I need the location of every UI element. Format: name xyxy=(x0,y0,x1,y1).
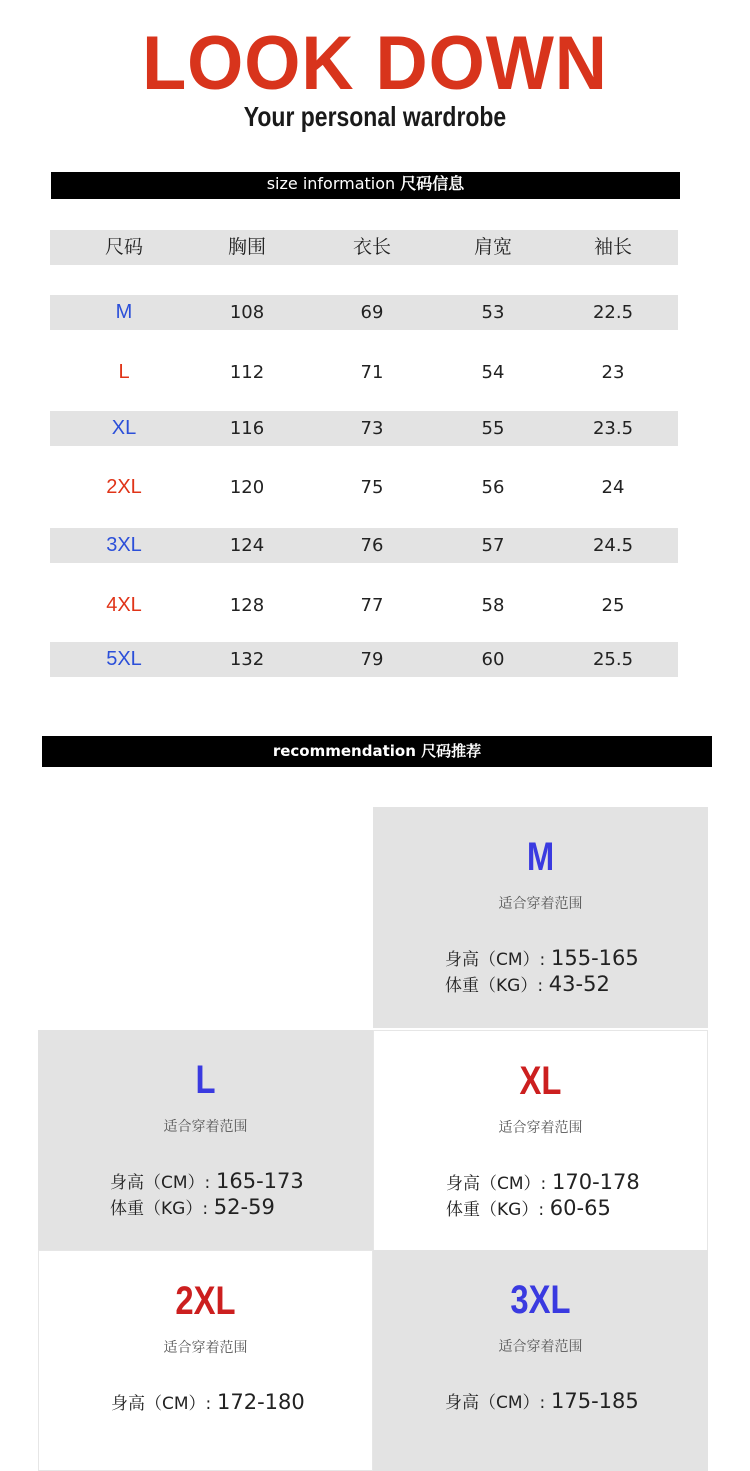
card-subtitle: 适合穿着范围 xyxy=(498,896,583,912)
row-size: 2XL xyxy=(106,476,142,498)
header-chest: 胸围 xyxy=(227,236,266,258)
height-label: 身高（CM）: xyxy=(111,1394,212,1414)
table-row xyxy=(50,411,678,446)
table-row xyxy=(50,295,678,330)
card-weight xyxy=(110,1194,275,1219)
height-value: 165-173 xyxy=(216,1169,304,1193)
row-length: 73 xyxy=(360,418,384,439)
row-size: XL xyxy=(111,417,137,439)
size-info-title-zh: 尺码信息 xyxy=(400,174,465,193)
height-value: 170-178 xyxy=(552,1170,640,1194)
size-info-bar xyxy=(51,172,680,199)
row-chest: 120 xyxy=(229,477,265,498)
row-sleeve: 23.5 xyxy=(592,418,634,439)
row-sleeve: 25 xyxy=(601,595,625,616)
row-sleeve: 22.5 xyxy=(592,302,634,323)
row-sleeve: 23 xyxy=(601,362,625,383)
table-row xyxy=(50,355,678,390)
card-size: 3XL xyxy=(510,1278,571,1322)
weight-label: 体重（KG）: xyxy=(445,976,544,996)
row-length: 79 xyxy=(360,649,384,670)
table-row xyxy=(50,528,678,563)
row-chest: 132 xyxy=(229,649,265,670)
weight-label: 体重（KG）: xyxy=(110,1199,209,1219)
row-shoulder: 60 xyxy=(481,649,505,670)
row-length: 71 xyxy=(360,362,384,383)
row-length: 76 xyxy=(360,535,384,556)
brand-title: LOOK DOWN xyxy=(142,21,608,106)
size-table-header xyxy=(50,230,678,265)
row-length: 69 xyxy=(360,302,384,323)
card-height xyxy=(445,1388,639,1413)
height-value: 175-185 xyxy=(551,1389,639,1413)
recommendation-bar xyxy=(42,736,712,767)
header-sleeve: 袖长 xyxy=(593,236,632,258)
table-row xyxy=(50,588,678,623)
card-size: 2XL xyxy=(175,1279,236,1323)
row-sleeve: 24.5 xyxy=(592,535,634,556)
row-chest: 108 xyxy=(229,302,265,323)
header-shoulder: 肩宽 xyxy=(473,236,512,258)
recommendation-title-zh: 尺码推荐 xyxy=(421,742,482,760)
row-size: 4XL xyxy=(106,594,142,616)
size-card-2xl xyxy=(38,1250,373,1471)
brand-subtitle: Your personal wardrobe xyxy=(243,101,507,132)
row-shoulder: 55 xyxy=(481,418,505,439)
row-chest: 128 xyxy=(229,595,265,616)
size-card-3xl xyxy=(373,1250,708,1471)
card-height xyxy=(110,1168,304,1193)
size-card-l xyxy=(38,1030,373,1251)
height-label: 身高（CM）: xyxy=(110,1173,211,1193)
weight-label: 体重（KG）: xyxy=(446,1200,545,1220)
card-height xyxy=(111,1389,305,1414)
card-height xyxy=(446,1169,640,1194)
weight-value: 43-52 xyxy=(548,972,610,996)
height-label: 身高（CM）: xyxy=(445,950,546,970)
row-shoulder: 56 xyxy=(481,477,505,498)
row-chest: 112 xyxy=(229,362,265,383)
height-value: 172-180 xyxy=(217,1390,305,1414)
row-chest: 124 xyxy=(229,535,265,556)
weight-value: 52-59 xyxy=(213,1195,275,1219)
row-size: 3XL xyxy=(106,534,142,556)
row-size: 5XL xyxy=(106,648,142,670)
row-sleeve: 24 xyxy=(601,477,625,498)
card-height xyxy=(445,945,639,970)
card-weight xyxy=(446,1195,611,1220)
card-subtitle: 适合穿着范围 xyxy=(498,1120,583,1136)
card-subtitle: 适合穿着范围 xyxy=(163,1340,248,1356)
header-length: 衣长 xyxy=(352,236,391,258)
row-chest: 116 xyxy=(229,418,265,439)
card-size: XL xyxy=(519,1059,562,1103)
height-label: 身高（CM）: xyxy=(445,1393,546,1413)
size-info-title-en: size information xyxy=(266,174,396,193)
table-row xyxy=(50,470,678,505)
card-subtitle: 适合穿着范围 xyxy=(498,1339,583,1355)
row-length: 77 xyxy=(360,595,384,616)
table-row xyxy=(50,642,678,677)
height-value: 155-165 xyxy=(551,946,639,970)
card-weight xyxy=(445,971,610,996)
card-size: M xyxy=(526,835,555,879)
row-length: 75 xyxy=(360,477,384,498)
row-sleeve: 25.5 xyxy=(592,649,634,670)
row-shoulder: 58 xyxy=(481,595,505,616)
row-shoulder: 53 xyxy=(481,302,505,323)
row-size: L xyxy=(118,361,130,383)
size-card-xl xyxy=(373,1030,708,1251)
weight-value: 60-65 xyxy=(549,1196,611,1220)
row-shoulder: 54 xyxy=(481,362,505,383)
header-size: 尺码 xyxy=(104,236,143,258)
row-size: M xyxy=(115,301,133,323)
row-shoulder: 57 xyxy=(481,535,505,556)
height-label: 身高（CM）: xyxy=(446,1174,547,1194)
brand-header xyxy=(0,22,750,132)
recommendation-title-en: recommendation xyxy=(272,742,416,760)
size-card-m xyxy=(373,807,708,1028)
card-subtitle: 适合穿着范围 xyxy=(163,1119,248,1135)
card-size: L xyxy=(195,1058,216,1102)
